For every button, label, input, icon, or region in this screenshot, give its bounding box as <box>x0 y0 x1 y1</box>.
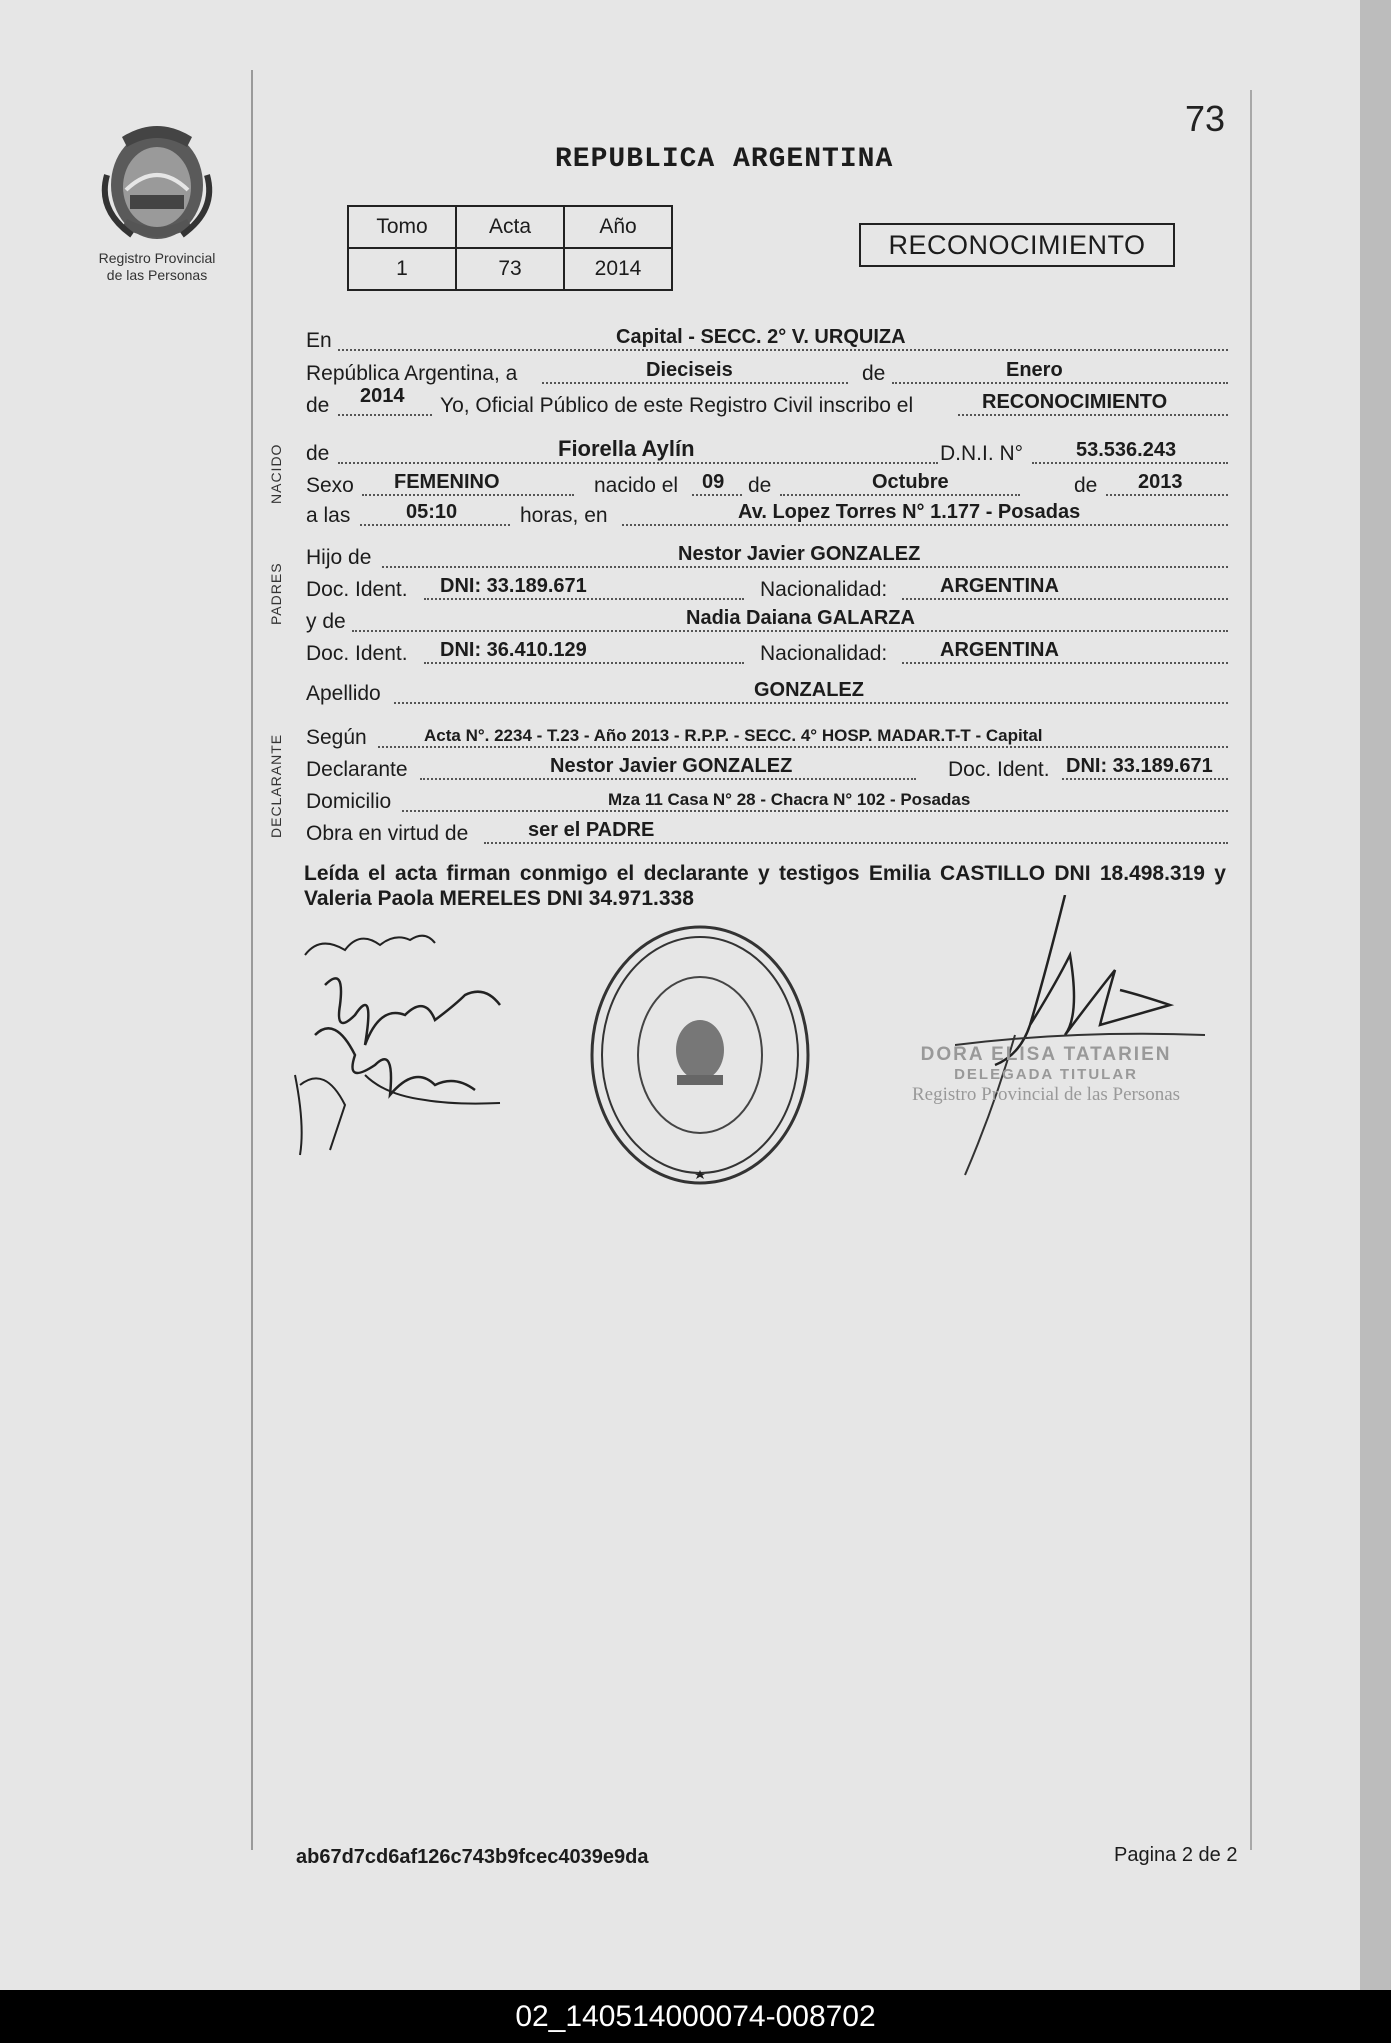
value-nombre: Fiorella Aylín <box>558 436 695 461</box>
label-de: de <box>1074 474 1098 497</box>
value-dia: Dieciseis <box>646 359 733 381</box>
officer-stamp <box>912 1045 1180 1105</box>
value-hora: 05:10 <box>406 501 458 523</box>
row-republica <box>306 358 1228 388</box>
row-nombre <box>306 438 1228 468</box>
dotted-line <box>424 662 744 664</box>
dotted-line <box>394 702 1228 704</box>
left-margin-line <box>251 70 253 1850</box>
label-segun: Según <box>306 726 367 749</box>
value-inscribo: RECONOCIMIENTO <box>982 391 1168 413</box>
label-docident: Doc. Ident. <box>948 758 1050 781</box>
section-label-nacido: NACIDO <box>268 443 284 504</box>
dotted-line <box>1032 462 1228 464</box>
officer-title: DELEGADA TITULAR <box>954 1066 1138 1083</box>
dotted-line <box>958 414 1228 416</box>
value-en: Capital - SECC. 2° V. URQUIZA <box>616 326 906 348</box>
row-domicilio <box>306 786 1228 816</box>
row-declarante <box>306 754 1228 784</box>
value-domicilio: Mza 11 Casa N° 28 - Chacra N° 102 - Posadas <box>608 790 971 809</box>
table-cell: 2014 <box>564 248 672 290</box>
logo-label-line2: de las Personas <box>106 267 208 283</box>
value-mes: Enero <box>1006 359 1063 381</box>
label-de: de <box>306 394 330 417</box>
row-padre <box>306 542 1228 572</box>
table-header-cell: Año <box>564 206 672 248</box>
value-padre-doc: DNI: 33.189.671 <box>440 575 587 597</box>
label-de: de <box>862 362 886 385</box>
page-indicator: Pagina 2 de 2 <box>1114 1844 1238 1866</box>
dotted-line <box>338 349 1228 351</box>
officer-name: DORA ELISA TATARIEN <box>920 1044 1172 1065</box>
row-obra <box>306 818 1228 848</box>
row-en <box>306 325 1228 355</box>
dotted-line <box>338 462 938 464</box>
dotted-line <box>420 778 916 780</box>
table-header-cell: Tomo <box>348 206 456 248</box>
closing-statement: Leída el acta firman conmigo el declarante y testigos Emilia CASTILLO DNI 18.498.319 y Valeria Paola MERELES DNI 34.971.338 <box>304 862 1226 910</box>
scan-id-bar: 02_140514000074-008702 <box>0 1990 1391 2043</box>
dotted-line <box>382 566 1228 568</box>
value-madre: Nadia Daiana GALARZA <box>686 607 915 629</box>
label-declarante: Declarante <box>306 758 408 781</box>
value-anio: 2014 <box>360 385 405 407</box>
dotted-line <box>424 598 744 600</box>
table-cell: 73 <box>456 248 564 290</box>
label-nacionalidad: Nacionalidad: <box>760 578 888 601</box>
table-header-cell: Acta <box>456 206 564 248</box>
label-docident: Doc. Ident. <box>306 642 408 665</box>
label-sexo: Sexo <box>306 474 354 497</box>
value-padre: Nestor Javier GONZALEZ <box>678 543 921 565</box>
label-alas: a las <box>306 504 351 527</box>
dotted-line <box>780 494 1020 496</box>
dotted-line <box>378 746 1228 748</box>
dotted-line <box>902 598 1228 600</box>
value-madre-doc: DNI: 36.410.129 <box>440 639 587 661</box>
dotted-line <box>352 630 1228 632</box>
label-nacionalidad: Nacionalidad: <box>760 642 888 665</box>
registry-logo <box>92 115 222 284</box>
scan-edge <box>1360 0 1391 1990</box>
dotted-line <box>692 494 742 496</box>
value-madre-nac: ARGENTINA <box>940 639 1059 661</box>
witness-signatures <box>285 925 525 1160</box>
dotted-line <box>892 382 1228 384</box>
misiones-coat-of-arms <box>92 115 222 245</box>
value-lugar: Av. Lopez Torres N° 1.177 - Posadas <box>738 501 1081 523</box>
dotted-line <box>402 810 1228 812</box>
page-number: 73 <box>1185 98 1226 139</box>
officer-signature <box>955 895 1205 1180</box>
label-oficial: Yo, Oficial Público de este Registro Civil inscribo el <box>440 394 914 417</box>
table-cell: 1 <box>348 248 456 290</box>
row-sexo <box>306 470 1228 500</box>
section-label-padres: PADRES <box>268 562 284 625</box>
label-apellido: Apellido <box>306 682 381 705</box>
value-apellido: GONZALEZ <box>754 679 864 701</box>
label-horas: horas, en <box>520 504 608 527</box>
value-nac-mes: Octubre <box>872 471 949 493</box>
value-dni: 53.536.243 <box>1076 439 1177 461</box>
dotted-line <box>360 524 510 526</box>
right-margin-line <box>1250 90 1252 1850</box>
row-oficial <box>306 385 1228 420</box>
document-hash: ab67d7cd6af126c743b9fcec4039e9da <box>296 1846 649 1868</box>
dotted-line <box>542 382 848 384</box>
dotted-line <box>622 524 1228 526</box>
label-obra: Obra en virtud de <box>306 822 469 845</box>
label-en: En <box>306 329 332 352</box>
logo-label-line1: Registro Provincial <box>98 250 216 266</box>
officer-org: Registro Provincial de las Personas <box>912 1084 1181 1105</box>
value-padre-nac: ARGENTINA <box>940 575 1059 597</box>
row-apellido <box>306 678 1228 708</box>
tomo-acta-ano-table <box>347 205 673 291</box>
table-row <box>348 248 672 290</box>
dotted-line <box>1062 778 1228 780</box>
section-label-declarante: DECLARANTE <box>268 733 284 838</box>
label-nacido: nacido el <box>594 474 679 497</box>
value-obra: ser el PADRE <box>528 819 655 841</box>
value-nac-anio: 2013 <box>1138 471 1183 493</box>
value-declarante: Nestor Javier GONZALEZ <box>550 755 793 777</box>
act-type-box: RECONOCIMIENTO <box>859 223 1175 267</box>
document-title: REPUBLICA ARGENTINA <box>555 144 894 175</box>
row-madre <box>306 606 1228 636</box>
dotted-line <box>484 842 1228 844</box>
label-hijo: Hijo de <box>306 546 372 569</box>
dotted-line <box>1106 494 1228 496</box>
label-domicilio: Domicilio <box>306 790 392 813</box>
dotted-line <box>362 494 574 496</box>
label-yde: y de <box>306 610 346 633</box>
label-de: de <box>748 474 772 497</box>
value-nac-dia: 09 <box>702 471 725 493</box>
label-de: de <box>306 442 330 465</box>
registry-seal <box>585 920 815 1190</box>
dotted-line <box>338 414 432 416</box>
row-segun <box>306 722 1228 752</box>
label-docident: Doc. Ident. <box>306 578 408 601</box>
value-segun: Acta N°. 2234 - T.23 - Año 2013 - R.P.P. - SECC. 4° HOSP. MADAR.T-T - Capital <box>424 726 1043 745</box>
row-padre-doc <box>306 574 1228 604</box>
value-sexo: FEMENINO <box>394 471 500 493</box>
label-republica: República Argentina, a <box>306 362 518 385</box>
row-hora <box>306 500 1228 530</box>
table-header-row <box>348 206 672 248</box>
row-madre-doc <box>306 638 1228 668</box>
label-dni: D.N.I. N° <box>940 442 1024 465</box>
value-decl-doc: DNI: 33.189.671 <box>1066 755 1213 777</box>
dotted-line <box>902 662 1228 664</box>
